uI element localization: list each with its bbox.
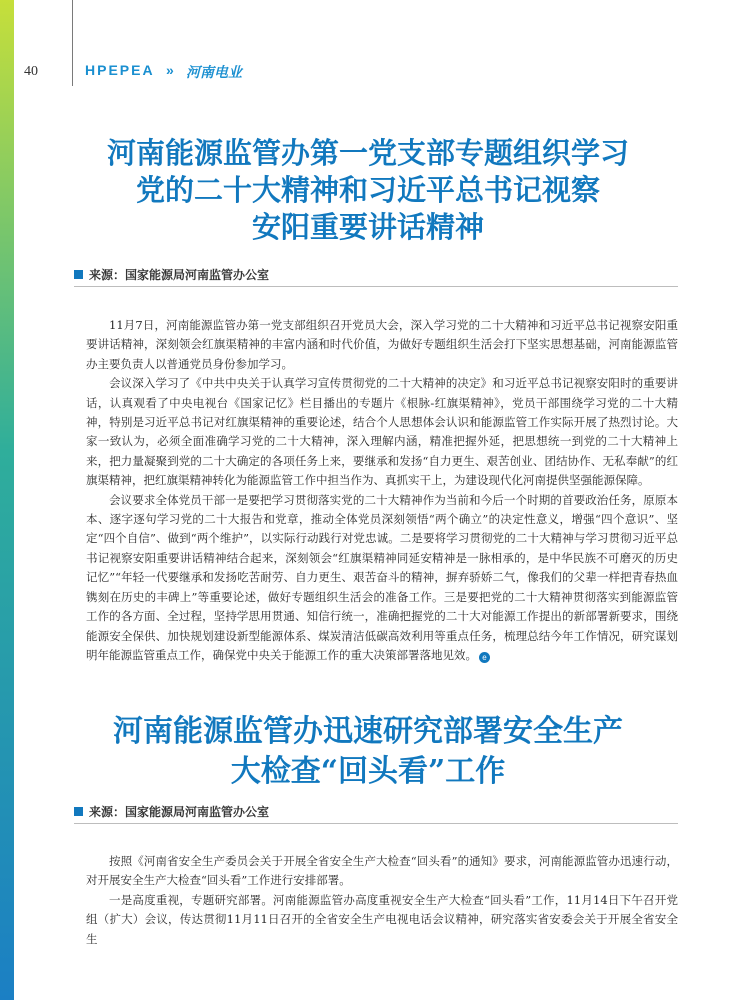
article1-title xyxy=(40,135,696,246)
article1-source xyxy=(74,266,678,287)
article2-title-line: 河南能源监管办迅速研究部署安全生产 xyxy=(113,714,623,749)
article1-title-line: 党的二十大精神和习近平总书记视察 xyxy=(135,173,600,207)
article2-paragraph: 一是高度重视，专题研究部署。河南能源监管办高度重视安全生产大检查“回头看”工作，11月14日下午召开党组（扩大）会议，传达贯彻11月11日召开的全省安全生产电视电话会议精神，研究落实省安委会关于开展全省安全生 xyxy=(86,892,678,946)
article1-body xyxy=(86,316,678,665)
end-mark-icon: e xyxy=(479,652,490,663)
article1-paragraph-text: 会议要求全体党员干部一是要把学习贯彻落实党的二十大精神作为当前和今后一个时期的首要政治任务，原原本本、逐字逐句学习党的二十大报告和党章，推动全体党员深刻领悟“两个确立”的决定性意义，增强“四个意识”、坚定“四个自信”、做到“两个维护”，以实际行动践行对党忠诚。二是要将学习贯彻党的二十大精神与学习贯彻习近平总书记视察安阳重要讲话精神结合起来，深刻领会“红旗渠精神同延安精神是一脉相承的，是中华民族不可磨灭的历史记忆”“年轻一代要继承和发扬吃苦耐劳、自力更生、艰苦奋斗的精神，摒弃骄娇二气，像我们的父辈一样把青春热血镌刻在历史的丰碑上”等重要论述，做好专题组织生活会的准备工作。三是要把党的二十大精神贯彻落实到能源监管工作的各方面、全过程，坚持学思用贯通、知信行统一，准确把握党的二十大对能源工作提出的新部署新要求，围绕能源安全保供、加快规划建设新型能源体系、煤炭清洁低碳高效利用等重点任务，梳理总结今年工作情况，研究谋划明年能源监管重点工作，确保党中央关于能源工作的重大决策部署落地见效。 xyxy=(86,492,678,662)
article2-source-text: 来源：国家能源局河南监管办公室 xyxy=(89,805,270,819)
header-divider xyxy=(72,0,73,86)
page-number: 40 xyxy=(24,64,38,79)
article1-paragraph: 11月7日，河南能源监管办第一党支部组织召开党员大会，深入学习党的二十大精神和习近平总书记视察安阳重要讲话精神，深刻领会红旗渠精神的丰富内涵和时代价值，为做好专题组织生活会打下坚实思想基础，河南能源监管办主要负责人以普通党员身份参加学习。 xyxy=(86,318,678,371)
article1-paragraph xyxy=(86,491,678,666)
article2-title-line: 大检查“回头看”工作 xyxy=(230,754,506,789)
magazine-logo: HPEPEA xyxy=(85,62,155,78)
article2-body xyxy=(86,852,678,949)
article2-paragraph: 按照《河南省安全生产委员会关于开展全省安全生产大检查“回头看”的通知》要求，河南能源监管办迅速行动，对开展安全生产大检查“回头看”工作进行安排部署。 xyxy=(86,854,678,888)
square-bullet-icon xyxy=(74,270,83,279)
article1-title-line: 河南能源监管办第一党支部专题组织学习 xyxy=(106,136,629,170)
article1-source-text: 来源：国家能源局河南监管办公室 xyxy=(89,268,270,282)
square-bullet-icon xyxy=(74,807,83,816)
chevron-double-right-icon: » xyxy=(166,62,174,78)
page-header xyxy=(14,62,714,86)
article2-source xyxy=(74,803,678,824)
article2-title xyxy=(40,712,696,792)
article1-title-line: 安阳重要讲话精神 xyxy=(251,210,484,244)
article1-paragraph: 会议深入学习了《中共中央关于认真学习宣传贯彻党的二十大精神的决定》和习近平总书记视察安阳时的重要讲话，认真观看了中央电视台《国家记忆》栏目播出的专题片《根脉-红旗渠精神》，党员干部围绕学习党的二十大精神，特别是习近平总书记对红旗渠精神的重要论述，结合个人思想体会认识和能源监管工作实际开展了热烈讨论。大家一致认为，必须全面准确学习党的二十大精神，深入理解内涵，精准把握外延，把思想统一到党的二十大精神上来，把力量凝聚到党的二十大确定的各项任务上来，要继承和发扬“自力更生、艰苦创业、团结协作、无私奉献”的红旗渠精神，把红旗渠精神转化为能源监管工作中担当作为、真抓实干上，为建设现代化河南提供坚强能源保障。 xyxy=(86,376,678,488)
magazine-name: 河南电业 xyxy=(186,65,242,81)
side-color-bar xyxy=(0,0,14,1000)
